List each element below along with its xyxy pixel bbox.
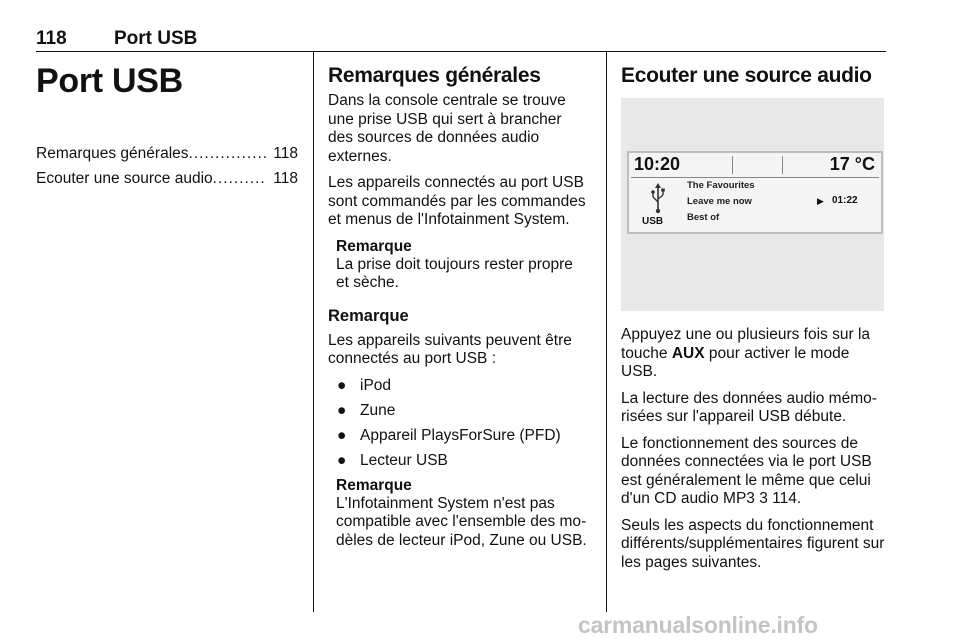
display-divider	[631, 177, 879, 178]
infotainment-display	[627, 151, 883, 234]
note-title: Remarque	[336, 476, 412, 494]
toc-leader: ..........	[212, 170, 266, 187]
paragraph: Les appareils suivants peuvent être connectés au port USB :	[328, 331, 572, 367]
bullet-icon: ●	[337, 451, 347, 469]
header-rule	[36, 51, 886, 52]
running-title: Port USB	[114, 28, 198, 49]
display-track: The Favourites	[687, 180, 755, 191]
paragraph: La lecture des données audio mémorisées sur l'appareil USB débute.	[621, 389, 877, 425]
device-list	[328, 377, 590, 470]
page-header	[36, 26, 886, 52]
display-track: Best of	[687, 212, 720, 223]
page-title: Port USB	[36, 62, 183, 100]
display-elapsed-time: 01:22	[832, 195, 858, 206]
paragraph: Appuyez une ou plusieurs fois sur la touche AUX pour activer le mode USB.	[621, 326, 871, 380]
note-box	[336, 238, 590, 293]
display-separator	[732, 156, 733, 174]
play-icon: ▶	[817, 196, 824, 206]
list-item: ● Lecteur USB	[337, 451, 448, 469]
bullet-icon: ●	[337, 401, 347, 419]
infotainment-display-photo	[621, 98, 884, 311]
column-toc	[36, 60, 298, 191]
note-body: La prise doit toujours rester propre et sèche.	[336, 255, 573, 291]
toc-entry-page: 118	[273, 145, 298, 162]
paragraph: Seuls les aspects du fonctionnement différents/supplémentaires figurent sur les pages suivantes.	[621, 516, 885, 571]
paragraph: Le fonctionnement des sources de données connectées via le port USB est généralement le même que celui d'un CD audio MP3 3 114.	[621, 434, 872, 507]
column-listen-audio	[621, 60, 887, 580]
page-number: 118	[36, 28, 67, 49]
section-heading-remarques: Remarques générales	[328, 64, 541, 87]
bullet-icon: ●	[337, 376, 347, 394]
display-track: Leave me now	[687, 196, 752, 207]
toc-entry-label: Remarques générales	[36, 145, 189, 162]
toc-entry-remarques[interactable]	[36, 141, 298, 166]
bullet-icon: ●	[337, 426, 347, 444]
note-box	[336, 477, 590, 551]
section-heading-ecouter: Ecouter une source audio	[621, 64, 872, 87]
column-divider-left	[313, 52, 314, 612]
note-title: Remarque	[336, 237, 412, 255]
list-item: ● iPod	[337, 376, 392, 394]
toc-leader: ...............	[188, 145, 269, 162]
column-general-remarks	[328, 60, 590, 558]
display-separator	[782, 156, 783, 174]
list-item: ● Zune	[337, 401, 396, 419]
display-temperature: 17 °C	[829, 154, 875, 174]
display-time: 10:20	[634, 154, 681, 174]
note-body: L'Infotainment System n'est pas compatible avec l'ensemble des modèles de lecteur iPod, Zune ou USB.	[336, 494, 587, 549]
display-source-label: USB	[642, 216, 664, 227]
table-of-contents	[36, 141, 298, 191]
column-divider-right	[606, 52, 607, 612]
aux-key-label: AUX	[671, 344, 705, 362]
toc-entry-label: Ecouter une source audio	[36, 170, 213, 187]
toc-entry-ecouter[interactable]	[36, 166, 298, 191]
page-reference-icon[interactable]: 3	[759, 490, 768, 507]
list-item: ● Appareil PlaysForSure (PFD)	[337, 426, 561, 444]
toc-entry-page: 118	[273, 170, 298, 187]
paragraph: Les appareils connectés au port USB sont commandés par les commandes et menus de l'Infotainment System.	[328, 174, 586, 228]
usb-icon	[650, 182, 666, 214]
subheading-remarque: Remarque	[328, 306, 409, 325]
paragraph: Dans la console centrale se trouve une prise USB qui sert à brancher des sources de données audio externes.	[328, 92, 566, 165]
watermark: carmanualsonline.info	[578, 612, 818, 638]
